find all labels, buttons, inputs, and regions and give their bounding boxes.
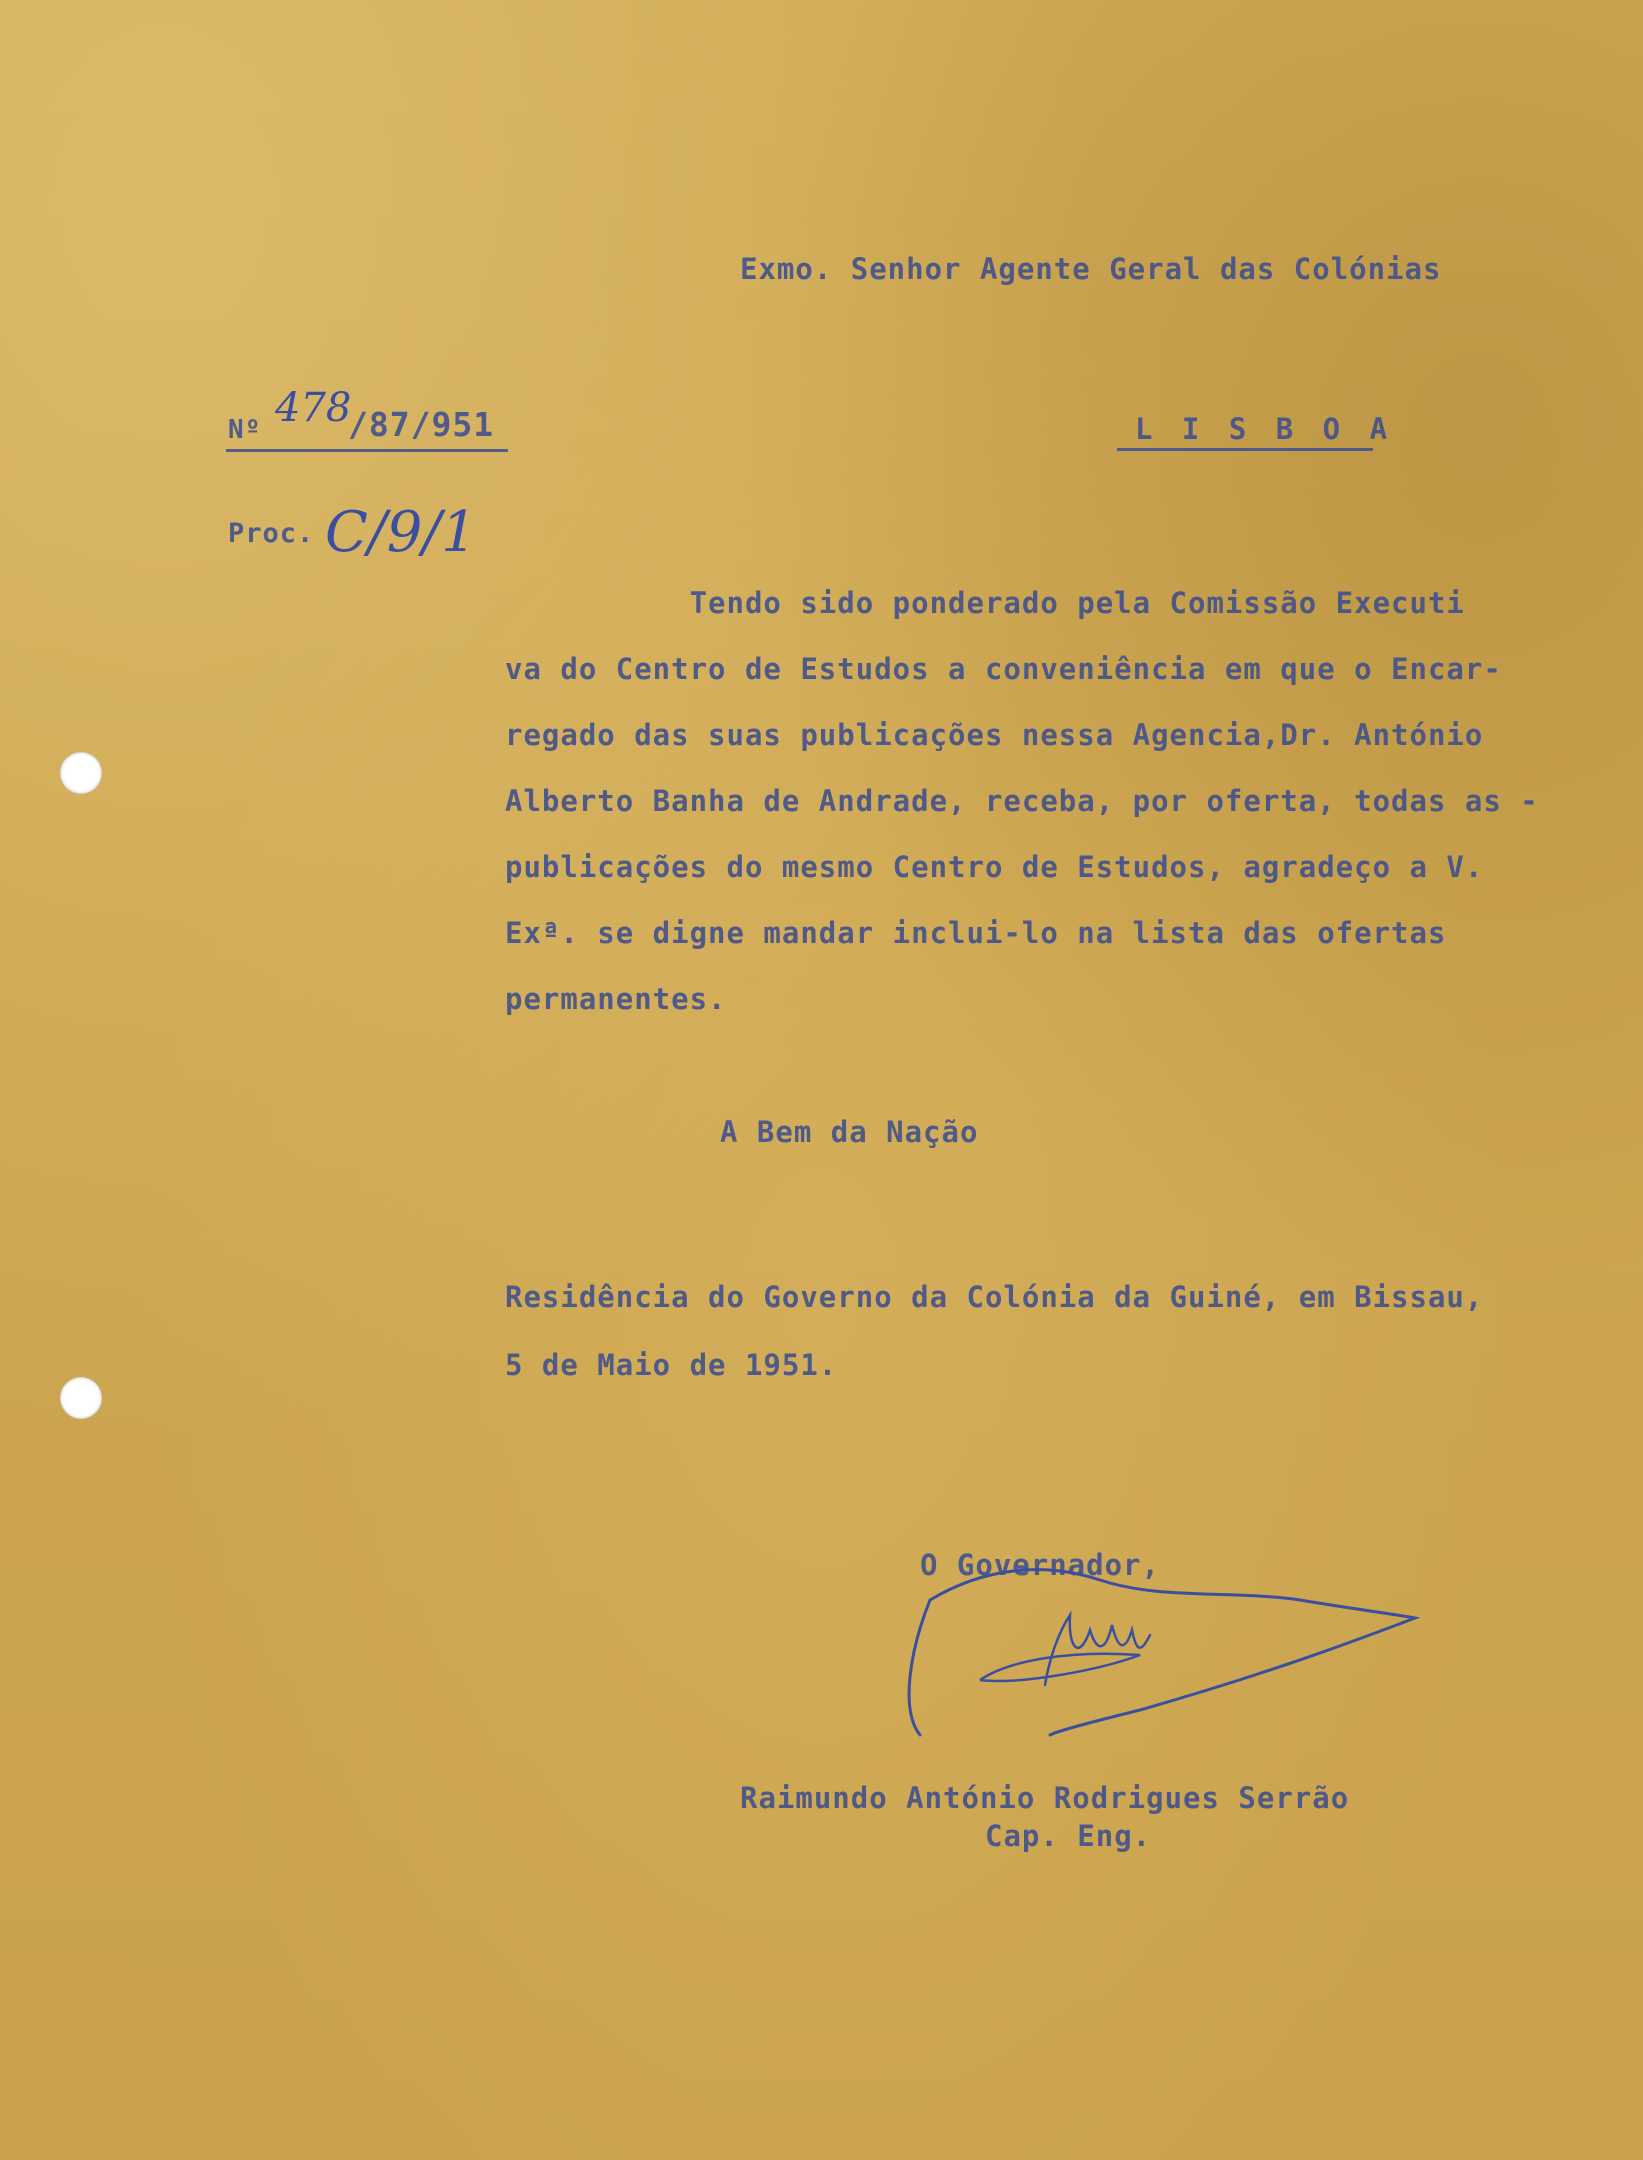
place-date-line: Residência do Governo da Colónia da Guiné, em Bissau,: [505, 1280, 1484, 1314]
body-line: Alberto Banha de Andrade, receba, por oferta, todas as -: [505, 784, 1539, 818]
reference-handwritten-number: 478: [275, 385, 352, 431]
reference-prefix: Nº: [228, 415, 262, 445]
signatory-rank: Cap. Eng.: [985, 1819, 1152, 1853]
body-line: va do Centro de Estudos a conveniência em que o Encar-: [505, 652, 1502, 686]
punch-hole-upper: [60, 752, 102, 794]
addressee-line: Exmo. Senhor Agente Geral das Colónias: [740, 252, 1442, 286]
signatory-title: O Governador,: [920, 1548, 1160, 1582]
reference-suffix: /87/951: [348, 405, 495, 444]
handwritten-signature: [900, 1560, 1420, 1760]
reference-underline: [226, 449, 508, 452]
letter-body: [505, 570, 1539, 1032]
closing-formula: A Bem da Nação: [720, 1115, 979, 1149]
body-line: permanentes.: [505, 982, 727, 1016]
city-text: L I S B O A: [1135, 412, 1394, 446]
signatory-name: Raimundo António Rodrigues Serrão: [740, 1781, 1350, 1815]
body-line: regado das suas publicações nessa Agencia,Dr. António: [505, 718, 1484, 752]
process-label: Proc.: [228, 518, 315, 549]
punch-hole-lower: [60, 1377, 102, 1419]
body-line: publicações do mesmo Centro de Estudos, agradeço a V.: [505, 850, 1484, 884]
date-line: 5 de Maio de 1951.: [505, 1348, 838, 1382]
city-underline: [1117, 448, 1373, 451]
body-line: Tendo sido ponderado pela Comissão Executi: [505, 586, 1465, 620]
body-line: Exª. se digne mandar inclui-lo na lista das ofertas: [505, 916, 1447, 950]
process-handwritten-value: C/9/1: [325, 500, 477, 565]
